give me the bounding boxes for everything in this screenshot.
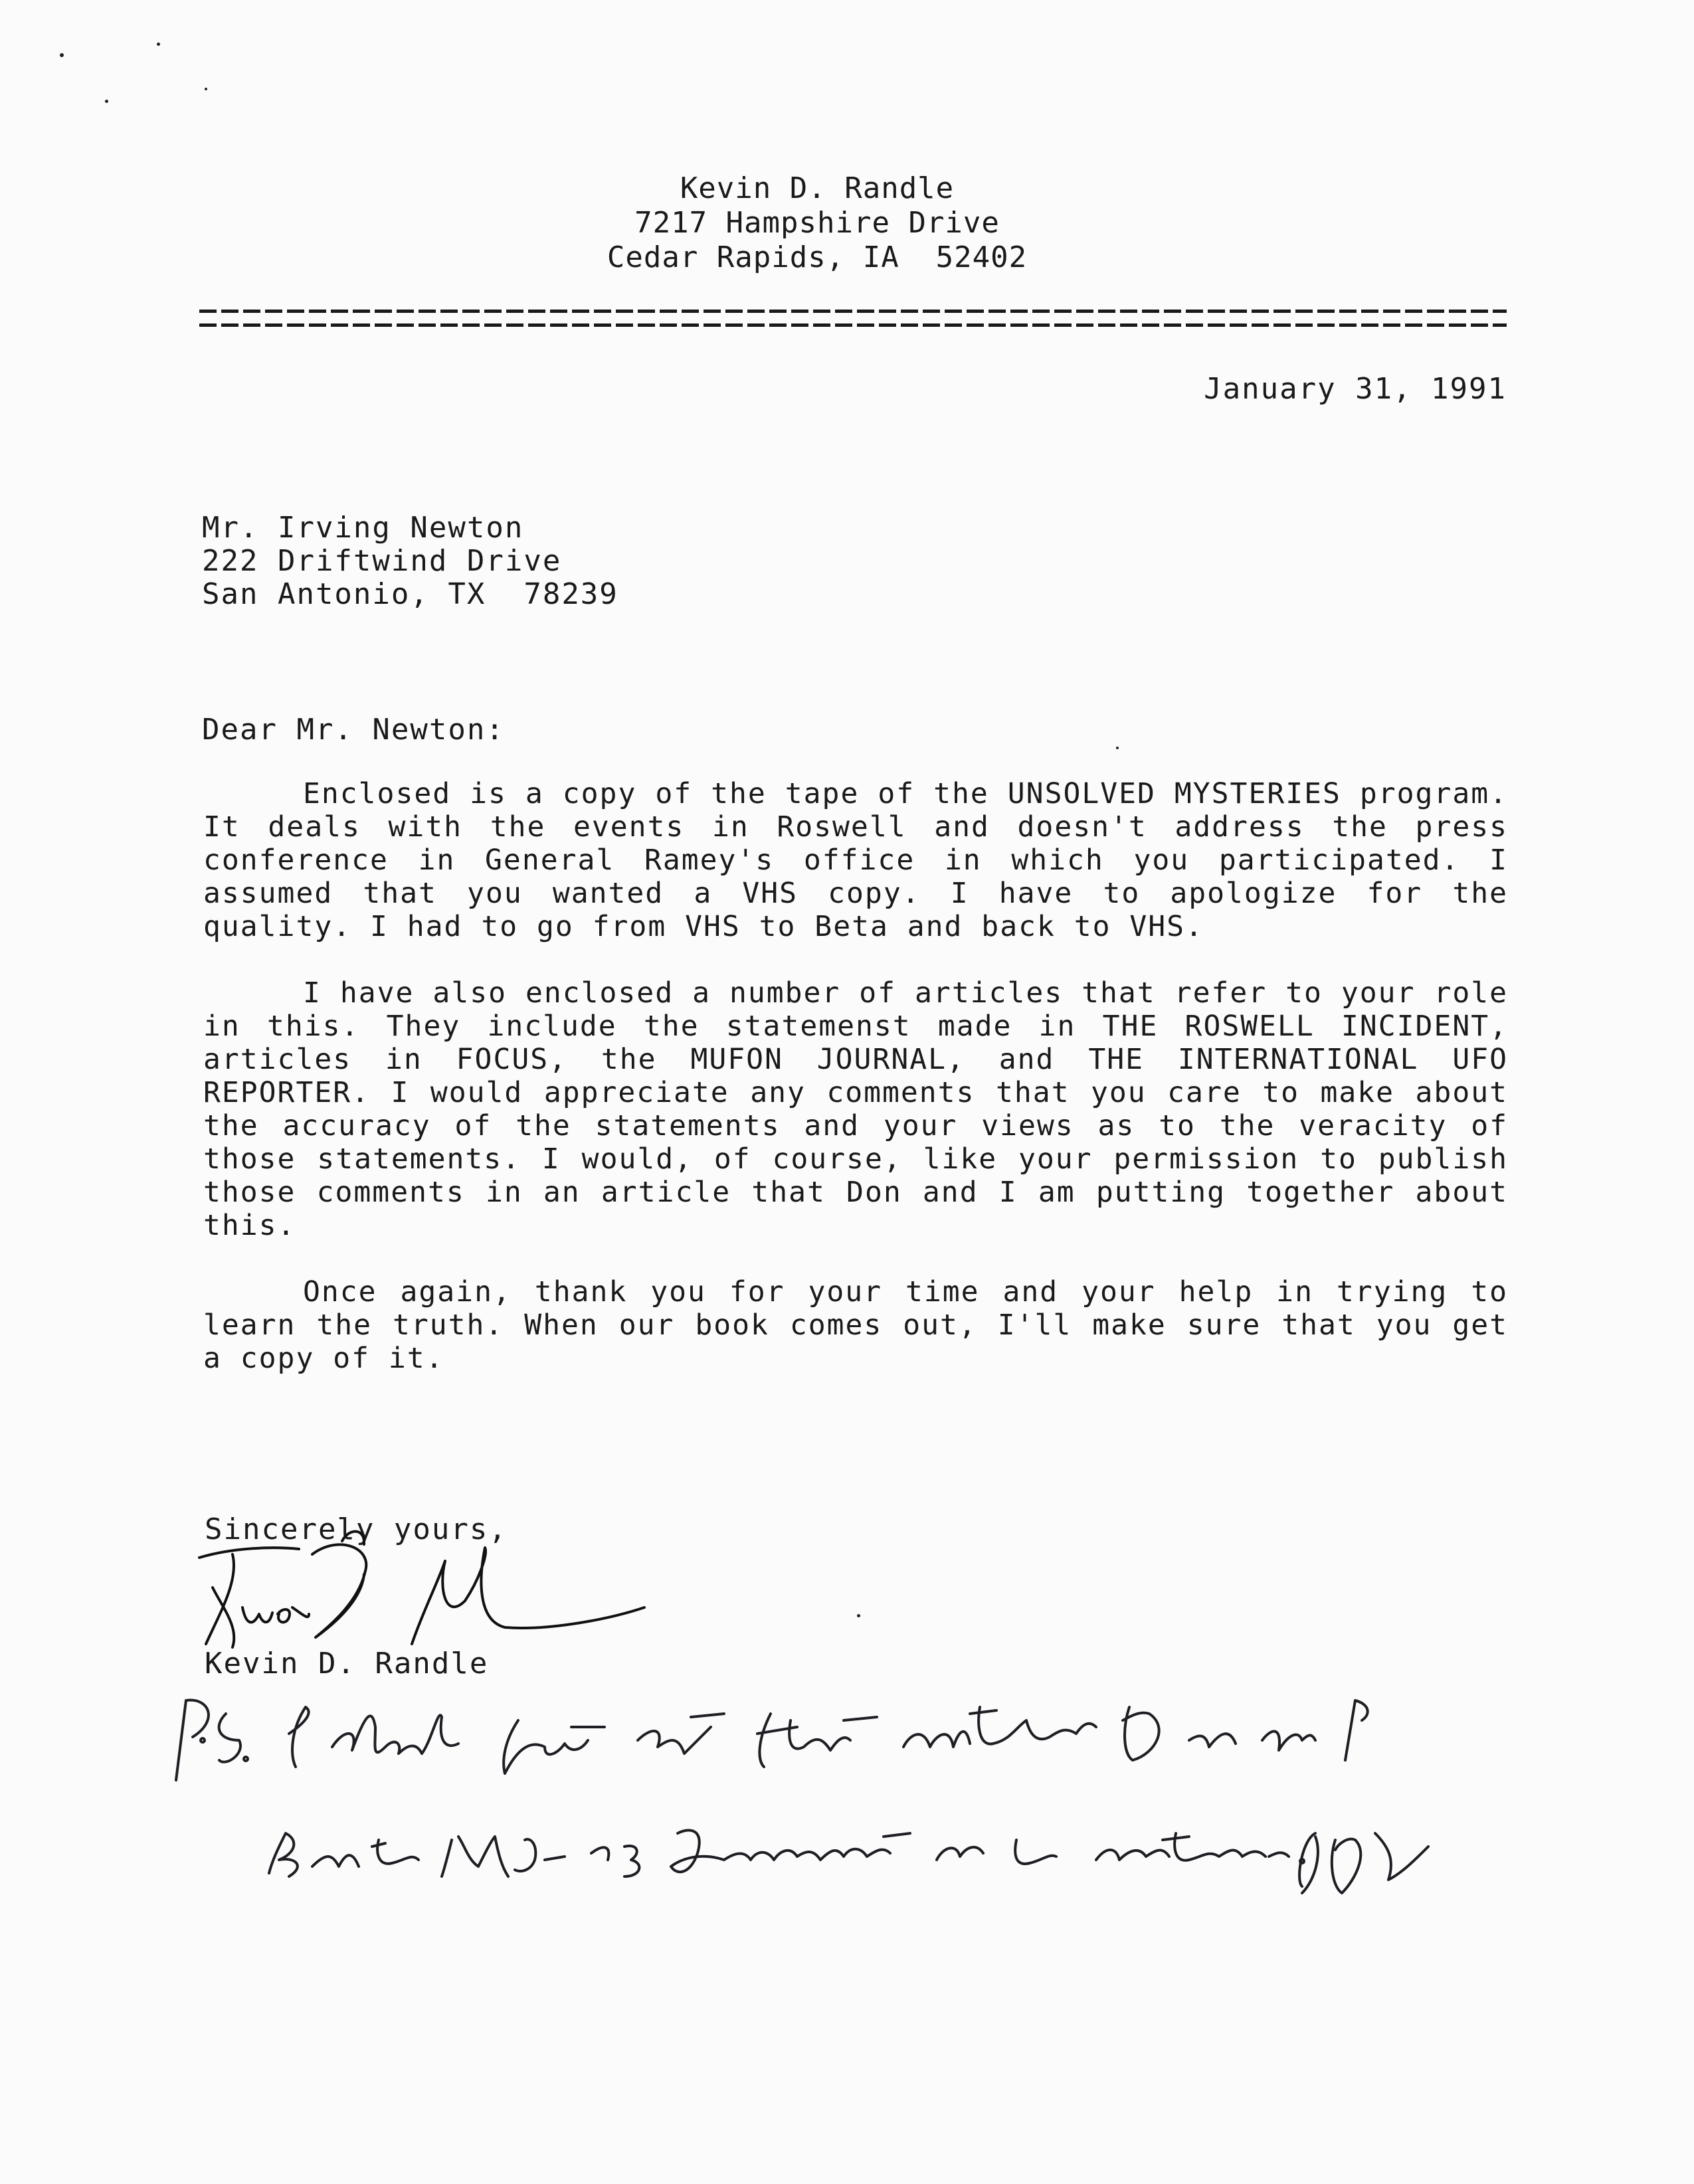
salutation: Dear Mr. Newton: [202, 713, 505, 747]
scan-speck [105, 100, 108, 103]
letter-body [203, 777, 1508, 1408]
recipient-name: Mr. Irving Newton [202, 511, 524, 545]
sender-street: 7217 Hampshire Drive [634, 206, 1000, 240]
sender-name: Kevin D. Randle [680, 171, 955, 205]
handwritten-postscript [173, 1687, 1435, 1906]
handwritten-signature [193, 1508, 658, 1661]
scan-speck [157, 43, 160, 46]
scan-speck [205, 88, 207, 90]
letterhead-rule [199, 310, 1507, 327]
body-paragraph: Enclosed is a copy of the tape of the UNSOLVED MYSTERIES program. It deals with the events in Roswell and doesn't address the press conference in General Ramey's office in which you participated. I assumed that you wanted a VHS copy. I have to apologize for the quality. I had to go from VHS to Beta and back to VHS. [203, 777, 1508, 943]
recipient-address [202, 511, 618, 611]
scan-speck [60, 53, 64, 57]
sender-city: Cedar Rapids, IA 52402 [607, 240, 1028, 274]
body-paragraph: Once again, thank you for your time and your help in trying to learn the truth. When our book comes out, I'll make sure that you get a copy of it. [203, 1275, 1508, 1375]
scan-speck [857, 1614, 860, 1617]
body-paragraph: I have also enclosed a number of articles that refer to your role in this. They include the statemenst made in THE ROSWELL INCIDENT, articles in FOCUS, the MUFON JOURNAL, and THE INTERNATIONAL UFO REPORTER. I would appreciate any comments that you care to make about the accuracy of the statements and your views as to the veracity of those statements. I would, of course, like your permission to publish those comments in an article that Don and I am putting together about this. [203, 976, 1508, 1242]
letterhead [0, 171, 1694, 275]
letter-date: January 31, 1991 [1204, 372, 1507, 406]
signer-name: Kevin D. Randle [205, 1647, 489, 1681]
recipient-street: 222 Driftwind Drive [202, 544, 562, 578]
closing: Sincerely yours, [205, 1512, 508, 1546]
scan-speck [1116, 747, 1119, 749]
recipient-city: San Antonio, TX 78239 [202, 577, 618, 611]
